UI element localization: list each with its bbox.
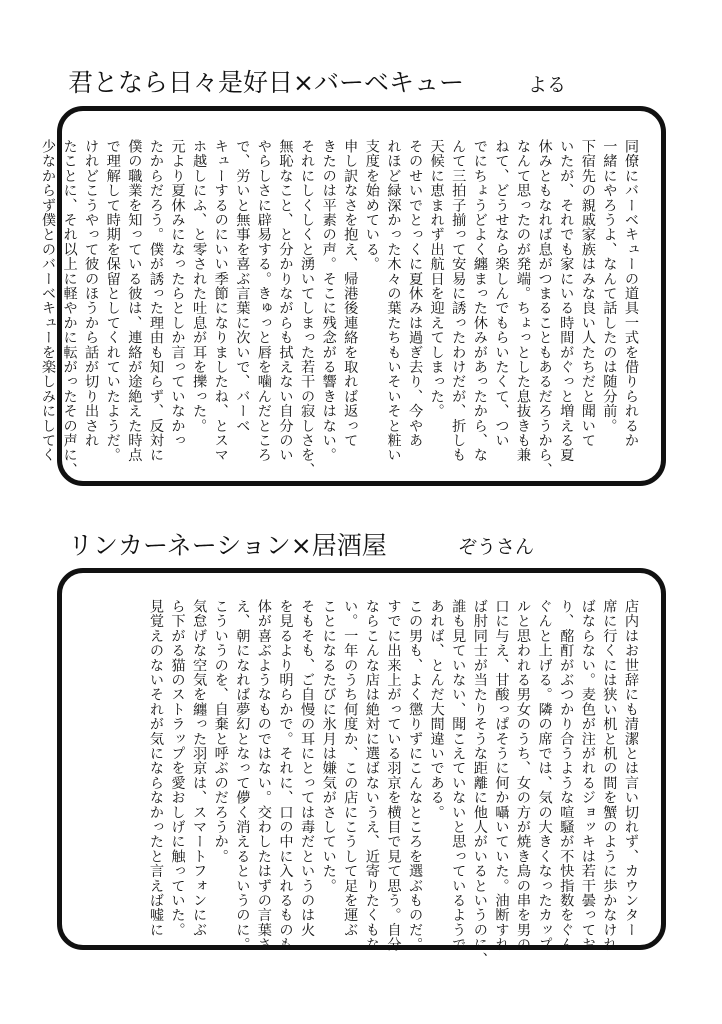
text-line: こういうのを、自棄と呼ぶのだろうか。 (212, 599, 229, 864)
text-line: すでに出来上がっている羽京を横目で見て思う。自分 (385, 599, 402, 952)
text-line: 無恥なこと、と分かりながらも拭えない自分のい (277, 139, 294, 463)
story-1-text-frame (39, 106, 666, 486)
text-line: り、酩酊がぶつかり合うような喧騒が不快指数をぐん (558, 599, 575, 952)
story-1-author: よる (528, 74, 567, 96)
text-line: で、労いと無事を喜ぶ言葉に次いで、バーベ (234, 139, 251, 433)
text-line: ねて、どうせなら楽しんでもらいたくて、つい (493, 139, 510, 448)
text-line: 下宿先の親戚家族はみな良い人たちだと聞いて (579, 139, 596, 448)
text-line: 休みともなれば息がつまることもあるだろうから、 (536, 139, 553, 478)
text-line: 同僚にバーベキューの道具一式を借りられるか (623, 139, 639, 448)
text-line: れほど緑深かった木々の葉たちもいそいそと粧い (385, 139, 402, 463)
text-line: え、朝になれば夢幻となって儚く消えるというのに。 (234, 599, 251, 952)
text-line: を見るより明らかで。それに、口の中に入れるものも (277, 599, 294, 952)
text-line: そのせいでとっくに夏休みは過ぎ去り、今やあ (407, 139, 424, 448)
text-line: たからだろう。僕が誘った理由も知らず、反対に (147, 139, 164, 463)
text-line: あれば、とんだ大間違いである。 (428, 599, 445, 820)
story-2-text-frame (57, 568, 666, 967)
text-line: 席に行くには狭い机と机の間を蟹のように歩かなけれ (601, 599, 618, 952)
story-1-title: 君となら日々是好日×バーベキュー (68, 68, 464, 97)
text-line: なんて思ったのが発端。ちょっとした息抜きも兼 (515, 139, 532, 463)
text-line: 体が喜ぶようなものではない。交わしたはずの言葉さ (255, 599, 272, 952)
story-2-body (144, 599, 641, 967)
text-line: ばならない。麦色が注がれるジョッキは若干曇ってお (579, 599, 596, 952)
text-line: 元より夏休みになったらとしか言っていなかっ (169, 139, 186, 448)
text-line: ら下がる猫のストラップを愛おしげに触っていた。 (169, 599, 186, 938)
text-line: 口に与え、甘酸っぱそうに何か囁いていた。油断すれ (493, 599, 510, 952)
text-line: いたが、それでも家にいる時間がぐっと増える夏 (558, 139, 575, 463)
text-line: きたのは平素の声。そこに残念がる響きはない。 (320, 139, 337, 463)
text-line: ホ越しにふ、と零された吐息が耳を擽った。 (191, 139, 208, 433)
text-line: キューするのにいい季節になりましたね、とスマ (212, 139, 229, 463)
text-line: 天候に恵まれず出航日を迎えてしまった。 (428, 139, 445, 419)
text-line: 気怠げな空気を纏った羽京は、スマートフォンにぶ (191, 599, 208, 938)
text-line: やらしさに辟易する。きゅっと唇を噛んだところ (255, 139, 272, 463)
text-line: んて三拍子揃って安易に誘ったわけだが、折しも (450, 139, 467, 463)
text-line: でにちょうどよく纏まった休みがあったから、な (471, 139, 488, 463)
text-line: 一緒にやろうよ、なんて話したのは随分前。 (601, 139, 618, 433)
text-line: この男も、よく懲りずにこんなところを選ぶものだ。 (407, 599, 424, 952)
text-line: 少なからず僕とのバーベキューを楽しみにしてく (39, 139, 56, 463)
text-line: そもそも、ご自慢の耳にとっては毒だというのは火 (299, 599, 316, 938)
text-line: たことに、それ以上に軽やかに転がったその声に、 (61, 139, 78, 478)
story-2-title: リンカーネーション×居酒屋 (68, 531, 387, 560)
text-line: ルと思われる男女のうち、女の方が焼き鳥の串を男の (515, 599, 532, 952)
text-line: 支度を始めている。 (363, 139, 380, 272)
text-line: けれどこうやって彼のほうから話が切り出され (83, 139, 100, 448)
text-line: で理解して時期を保留としてくれていたようだ。 (104, 139, 121, 463)
text-line: 僕の職業を知っている彼は、連絡が途絶えた時点 (126, 139, 143, 463)
text-line: ことになるたびに氷月は嫌気がさしていた。 (320, 599, 337, 893)
text-line: 誰も見ていない、聞こえていないと思っているようで (450, 599, 467, 952)
text-line: ば肘同士が当たりそうな距離に他人がいるというのに、 (471, 599, 488, 967)
text-line: それにしくしくと湧いてしまった若干の寂しさを、 (299, 139, 316, 478)
text-line: い。一年のうち何度か、この店にこうして足を運ぶ (342, 599, 359, 938)
text-line: 見覚えのないそれが気にならなかったと言えば嘘に (147, 599, 164, 938)
story-1-body (36, 139, 641, 478)
story-2-author: ぞうさん (458, 536, 535, 558)
text-line: 店内はお世辞にも清潔とは言い切れず、カウンター (623, 599, 639, 938)
text-line: 申し訳なさを抱え、帰港後連絡を取れば返って (342, 139, 359, 448)
text-line: ならこんな店は絶対に選ばないうえ、近寄りたくもな (363, 599, 380, 952)
text-line: ぐんと上げる。隣の席では、気の大きくなったカップ (536, 599, 553, 952)
